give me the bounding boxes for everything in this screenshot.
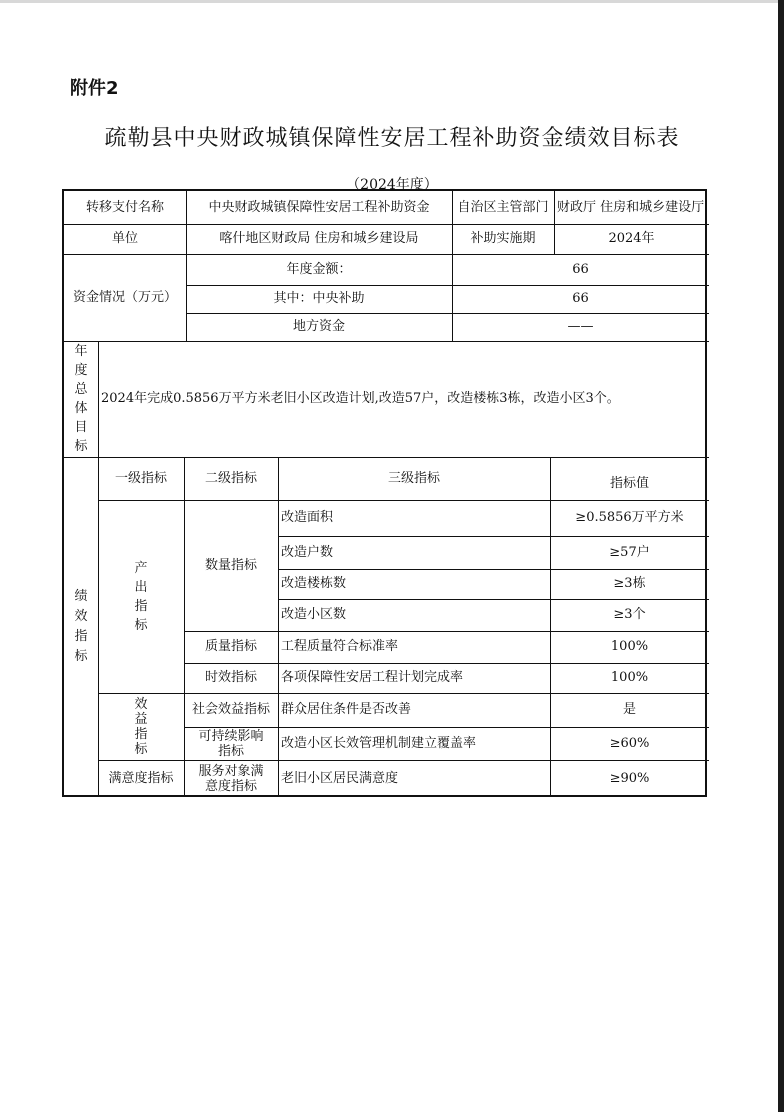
funds-label: 资金情况（万元）	[72, 289, 177, 305]
indicator-resident-satisfaction: 老旧小区居民满意度	[281, 770, 399, 786]
annual-amount-label: 年度金额：	[286, 261, 352, 277]
annual-goal-text: 2024年完成0.5856万平方米老旧小区改造计划,改造57户，改造楼栋3栋，改造小区3个。	[101, 391, 620, 406]
attachment-label: 附件2	[70, 78, 119, 99]
local-funds-value: ——	[567, 319, 594, 334]
value-renovation-area: ≥0.5856万平方米	[575, 510, 684, 525]
transfer-label: 转移支付名称	[85, 199, 164, 215]
value-resident-satisfaction: ≥90%	[609, 770, 650, 786]
header-level1: 一级指标	[114, 470, 167, 486]
satisfaction-indicators: 满意度指标	[108, 770, 174, 786]
value-living-conditions: 是	[622, 702, 636, 717]
scan-edge-right	[778, 0, 784, 1112]
period-label: 补助实施期	[470, 231, 536, 246]
value-completion-rate: 100%	[610, 670, 649, 685]
sustainable-impact-indicators: 可持续影响指标	[198, 728, 264, 759]
header-value: 指标值	[609, 475, 649, 491]
benefit-indicators	[98, 693, 184, 760]
unit-value: 喀什地区财政局 住房和城乡建设局	[219, 231, 419, 246]
transfer-value: 中央财政城镇保障性安居工程补助资金	[208, 199, 430, 215]
value-households: ≥57户	[609, 544, 650, 560]
local-funds-label: 地方资金	[292, 319, 345, 334]
performance-label	[64, 457, 98, 797]
service-satisfaction-indicators: 服务对象满意度指标	[198, 763, 264, 794]
period-value: 2024年	[608, 231, 655, 246]
output-indicators	[98, 500, 184, 693]
dept-label: 自治区主管部门	[457, 199, 549, 215]
indicator-renovation-area: 改造面积	[281, 510, 334, 525]
value-management-coverage: ≥60%	[609, 735, 650, 751]
performance-table	[62, 189, 707, 797]
performance-label-text: 绩效指标	[74, 589, 88, 664]
annual-goal-label	[64, 341, 98, 457]
scan-edge-top	[0, 0, 784, 3]
document-title: 疏勒县中央财政城镇保障性安居工程补助资金绩效目标表	[104, 126, 680, 151]
document-year: （2024年度）	[346, 177, 438, 193]
quantity-indicators: 数量指标	[204, 557, 257, 573]
dept-value: 财政厅 住房和城乡建设厅	[557, 199, 705, 215]
indicator-quality-rate: 工程质量符合标准率	[281, 639, 399, 654]
value-communities: ≥3个	[613, 607, 646, 622]
value-quality-rate: 100%	[610, 639, 649, 654]
header-level2: 二级指标	[204, 470, 257, 486]
indicator-buildings: 改造楼栋数	[281, 576, 347, 591]
indicator-living-conditions: 群众居住条件是否改善	[281, 702, 412, 717]
indicator-management-coverage: 改造小区长效管理机制建立覆盖率	[281, 735, 477, 751]
output-indicators-text: 产出指标	[134, 560, 148, 633]
value-buildings: ≥3栋	[613, 576, 646, 591]
annual-goal-label-text: 年度总体目标	[74, 344, 88, 454]
header-level3: 三级指标	[387, 470, 440, 486]
central-subsidy-value: 66	[572, 291, 589, 306]
unit-label: 单位	[111, 231, 138, 246]
quality-indicators: 质量指标	[204, 639, 257, 654]
timeliness-indicators: 时效指标	[204, 670, 257, 685]
indicator-households: 改造户数	[281, 544, 334, 560]
benefit-indicators-text: 效益指标	[134, 696, 148, 757]
annual-amount-value: 66	[572, 261, 589, 277]
social-benefit-indicators: 社会效益指标	[191, 702, 270, 717]
central-subsidy-label: 其中：中央补助	[273, 291, 365, 306]
indicator-communities: 改造小区数	[281, 607, 347, 622]
indicator-completion-rate: 各项保障性安居工程计划完成率	[281, 670, 464, 685]
